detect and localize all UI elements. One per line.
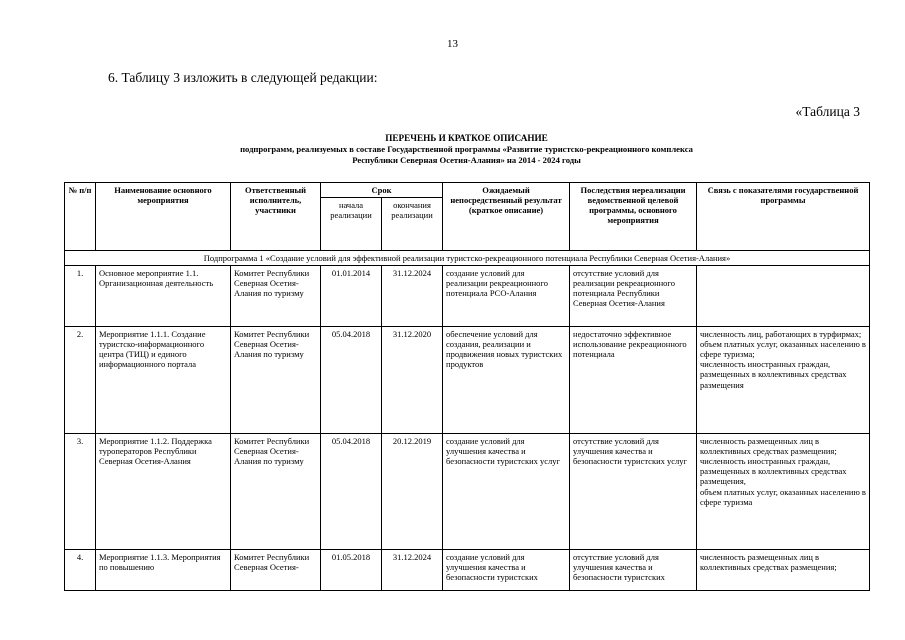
row-num: 2. [65, 327, 96, 434]
row-consequences: отсутствие условий для улучшения качества и безопасности туристских [570, 550, 697, 591]
header-start: начала реализации [321, 198, 382, 251]
row-num: 1. [65, 266, 96, 327]
header-name: Наименование основного мероприятия [96, 183, 231, 251]
table-row [65, 266, 870, 327]
page-number: 13 [447, 38, 458, 50]
row-responsible: Комитет Республики Северная Осетия-Алания по туризму [231, 266, 321, 327]
row-start: 05.04.2018 [321, 327, 382, 434]
row-start: 05.04.2018 [321, 434, 382, 550]
row-indicators: численность лиц, работающих в турфирмах; объем платных услуг, оказанных населению в сфере туризма; численность иностранных граждан, размещенных в коллективных средствах размещения [697, 327, 870, 434]
row-result: создание условий для реализации рекреационного потенциала РСО-Алания [443, 266, 570, 327]
header-num: № п/п [65, 183, 96, 251]
row-start: 01.05.2018 [321, 550, 382, 591]
row-start: 01.01.2014 [321, 266, 382, 327]
row-result: создание условий для улучшения качества и безопасности туристских услуг [443, 434, 570, 550]
instruction-text: 6. Таблицу 3 изложить в следующей редакции: [108, 70, 378, 85]
header-row [65, 183, 870, 198]
row-end: 31.12.2024 [382, 266, 443, 327]
table-row [65, 550, 870, 591]
row-end: 20.12.2019 [382, 434, 443, 550]
row-indicators: численность размещенных лиц в коллективных средствах размещения; [697, 550, 870, 591]
row-indicators [697, 266, 870, 327]
table-title [64, 133, 869, 166]
row-responsible: Комитет Республики Северная Осетия- [231, 550, 321, 591]
row-consequences: недостаточно эффективное использование рекреационного потенциала [570, 327, 697, 434]
row-consequences: отсутствие условий для реализации рекреационного потенциала Республики Северная Осетия-Алания [570, 266, 697, 327]
subprogram-title: Подпрограмма 1 «Создание условий для эффективной реализации туристско-рекреационного потенциала Республики Северная Осетия-Алания» [65, 251, 870, 266]
row-responsible: Комитет Республики Северная Осетия-Алания по туризму [231, 327, 321, 434]
table-row [65, 434, 870, 550]
row-responsible: Комитет Республики Северная Осетия-Алания по туризму [231, 434, 321, 550]
row-end: 31.12.2020 [382, 327, 443, 434]
header-end: окончания реализации [382, 198, 443, 251]
row-name: Основное мероприятие 1.1. Организационная деятельность [96, 266, 231, 327]
header-consequences: Последствия нереализации ведомственной целевой программы, основного мероприятия [570, 183, 697, 251]
table-row [65, 327, 870, 434]
row-name: Мероприятие 1.1.3. Мероприятия по повышению [96, 550, 231, 591]
row-name: Мероприятие 1.1.2. Поддержка туроператоров Республики Северная Осетия-Алания [96, 434, 231, 550]
row-result: обеспечение условий для создания, реализации и продвижения новых туристских продуктов [443, 327, 570, 434]
row-num: 3. [65, 434, 96, 550]
title-line-1: ПЕРЕЧЕНЬ И КРАТКОЕ ОПИСАНИЕ [385, 133, 548, 143]
header-indicators: Связь с показателями государственной программы [697, 183, 870, 251]
header-responsible: Ответственный исполнитель, участники [231, 183, 321, 251]
header-result: Ожидаемый непосредственный результат (краткое описание) [443, 183, 570, 251]
subprogram-table [64, 182, 870, 591]
row-name: Мероприятие 1.1.1. Создание туристско-информационного центра (ТИЦ) и единого информационного портала [96, 327, 231, 434]
table-reference: «Таблица 3 [795, 104, 860, 119]
title-line-3: Республики Северная Осетия-Алания» на 2014 - 2024 годы [352, 155, 581, 165]
row-end: 31.12.2024 [382, 550, 443, 591]
title-line-2: подпрограмм, реализуемых в составе Государственной программы «Развитие туристско-рекреационного комплекса [240, 144, 693, 154]
header-term: Срок [321, 183, 443, 198]
row-result: создание условий для улучшения качества и безопасности туристских [443, 550, 570, 591]
row-consequences: отсутствие условий для улучшения качества и безопасности туристских услуг [570, 434, 697, 550]
row-indicators: численность размещенных лиц в коллективных средствах размещения; численность иностранных граждан, размещенных в коллективных средствах размещения, объем платных услуг, оказанных населению в сфере туризма [697, 434, 870, 550]
subprogram-row [65, 251, 870, 266]
row-num: 4. [65, 550, 96, 591]
